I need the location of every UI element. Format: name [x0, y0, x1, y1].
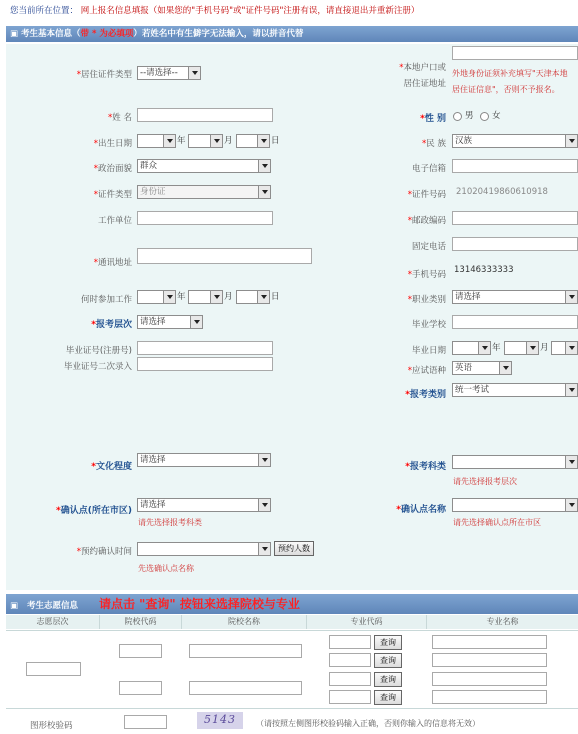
chevron-down-icon — [499, 362, 511, 374]
chevron-down-icon — [258, 186, 270, 198]
appointment-label: *预约确认时间 — [76, 547, 132, 557]
political-status-select[interactable]: 群众 — [137, 159, 271, 173]
chevron-down-icon — [565, 384, 577, 396]
col-school-code: 院校代码 — [100, 615, 182, 629]
work-month-select[interactable] — [188, 290, 223, 304]
col-level: 志愿层次 — [6, 615, 100, 629]
chevron-down-icon — [188, 67, 200, 79]
wish-prompt: 请点击 "查询" 按钮来选择院校与专业 — [98, 597, 300, 611]
captcha-label: 图形校验码 — [30, 721, 73, 731]
chevron-down-icon — [565, 499, 577, 511]
work-year-select[interactable] — [137, 290, 176, 304]
chevron-down-icon — [526, 342, 538, 354]
chevron-down-icon — [258, 454, 270, 466]
work-day-select[interactable] — [236, 290, 270, 304]
workplace-label: 工作单位 — [97, 216, 132, 226]
grad-month-select[interactable] — [504, 341, 539, 355]
address-label: *通讯地址 — [93, 258, 132, 268]
grad-day-select[interactable] — [551, 341, 578, 355]
grad-date-label: 毕业日期 — [411, 346, 446, 356]
gender-label: *性 别 — [420, 114, 446, 124]
school-name-input-2[interactable] — [189, 681, 302, 695]
confirm-point-select[interactable] — [452, 498, 578, 512]
birth-month-unit: 月 — [224, 136, 233, 146]
gender-female-label: 女 — [492, 111, 501, 121]
divider — [6, 630, 578, 631]
major-code-input-4[interactable] — [329, 690, 371, 704]
location-bar — [0, 0, 578, 22]
school-code-input-2[interactable] — [119, 681, 162, 695]
landline-label: 固定电话 — [411, 242, 446, 252]
exam-level-label: *报考层次 — [91, 320, 132, 330]
confirm-site-hint: 请先选择报考科类 — [138, 518, 202, 527]
query-button-2[interactable]: 查询 — [374, 653, 402, 668]
chevron-down-icon — [163, 291, 175, 303]
email-input[interactable] — [452, 159, 578, 173]
chevron-down-icon — [565, 135, 577, 147]
residence-cert-type-label: *居住证件类型 — [76, 70, 132, 80]
chevron-down-icon — [258, 160, 270, 172]
workplace-input[interactable] — [137, 211, 273, 225]
exam-language-label: *应试语种 — [407, 366, 446, 376]
school-code-input-1[interactable] — [119, 644, 162, 658]
occupation-select[interactable]: 请选择 — [452, 290, 578, 304]
chevron-down-icon — [258, 499, 270, 511]
chevron-down-icon — [163, 135, 175, 147]
grad-month-unit: 月 — [540, 343, 549, 353]
grad-cert-input[interactable] — [137, 341, 273, 355]
work-month-unit: 月 — [224, 292, 233, 302]
chevron-down-icon — [565, 342, 577, 354]
chevron-down-icon — [258, 543, 270, 555]
major-code-input-1[interactable] — [329, 635, 371, 649]
birth-month-select[interactable] — [188, 134, 223, 148]
birth-year-unit: 年 — [177, 136, 186, 146]
confirm-site-label: *确认点(所在市区) — [56, 506, 132, 516]
grad-school-label: 毕业学校 — [411, 320, 446, 330]
exam-category-label: *报考类别 — [405, 390, 446, 400]
birth-day-unit: 日 — [271, 136, 280, 146]
basic-info-header — [6, 26, 578, 42]
postal-code-label: *邮政编码 — [407, 216, 446, 226]
chevron-down-icon — [478, 342, 490, 354]
education-select[interactable]: 请选择 — [137, 453, 271, 467]
major-name-input-3[interactable] — [432, 672, 547, 686]
wish-section-header — [6, 594, 578, 614]
local-hukou-hint: 外地身份证须补充填写"天津本地 居住证信息"，否则不予报名。 — [452, 69, 568, 94]
exam-language-select[interactable]: 英语 — [452, 361, 512, 375]
header-icon: ▣ — [10, 29, 21, 39]
query-button-3[interactable]: 查询 — [374, 672, 402, 687]
grad-school-input[interactable] — [452, 315, 578, 329]
grad-cert-repeat-label: 毕业证号二次录入 — [63, 362, 132, 372]
location-text: 网上报名信息填报（如果您的"手机号码"或"证件号码"注册有误，请直接退出并重新注册） — [80, 6, 420, 16]
grad-cert-repeat-input[interactable] — [137, 357, 273, 371]
chevron-down-icon — [210, 135, 222, 147]
exam-level-select[interactable]: 请选择 — [137, 315, 203, 329]
work-year-unit: 年 — [177, 292, 186, 302]
occupation-label: *职业类别 — [407, 295, 446, 305]
gender-male-label: 男 — [465, 111, 474, 121]
grad-year-select[interactable] — [452, 341, 491, 355]
header-icon: ▣ — [10, 601, 21, 611]
work-start-label: 何时参加工作 — [80, 295, 132, 305]
col-major-name: 专业名称 — [427, 615, 578, 629]
address-input[interactable] — [137, 248, 312, 264]
local-hukou-label: *本地户口或 居住证地址 — [399, 63, 446, 89]
captcha-input[interactable] — [124, 715, 167, 729]
residence-cert-type-select[interactable]: --请选择-- — [137, 66, 201, 80]
location-lead: 您当前所在位置： — [10, 6, 79, 16]
query-button-1[interactable]: 查询 — [374, 635, 402, 650]
gender-male-radio[interactable] — [453, 112, 462, 121]
query-button-4[interactable]: 查询 — [374, 690, 402, 705]
postal-code-input[interactable] — [452, 211, 578, 225]
confirm-point-hint: 请先选择确认点所在市区 — [453, 518, 541, 527]
grad-year-unit: 年 — [492, 343, 501, 353]
chevron-down-icon — [190, 316, 202, 328]
ethnicity-label: *民 族 — [422, 139, 446, 149]
captcha-note: （请按照左侧图形校验码输入正确，否则你输入的信息将无效） — [256, 719, 480, 728]
appointment-count-button[interactable]: 预约人数 — [274, 541, 314, 556]
work-day-unit: 日 — [271, 292, 280, 302]
chevron-down-icon — [257, 135, 269, 147]
ethnicity-select[interactable]: 汉族 — [452, 134, 578, 148]
appointment-hint: 先选确认点名称 — [138, 564, 194, 573]
exam-subject-hint: 请先选择报考层次 — [453, 477, 517, 486]
education-label: *文化程度 — [91, 462, 132, 472]
major-name-input-4[interactable] — [432, 690, 547, 704]
birth-year-select[interactable] — [137, 134, 176, 148]
gender-female-radio[interactable] — [480, 112, 489, 121]
basic-title-tail: ）若姓名中有生僻字无法输入，请以拼音代替 — [133, 29, 304, 39]
col-school-name: 院校名称 — [182, 615, 307, 629]
chevron-down-icon — [210, 291, 222, 303]
chevron-down-icon — [565, 291, 577, 303]
divider — [6, 708, 578, 709]
exam-subject-label: *报考科类 — [405, 462, 446, 472]
local-hukou-input[interactable] — [452, 46, 578, 60]
wish-title: 考生志愿信息 — [27, 601, 79, 611]
chevron-down-icon — [565, 456, 577, 468]
grad-cert-label: 毕业证号(注册号) — [65, 346, 132, 356]
major-code-input-2[interactable] — [329, 653, 371, 667]
id-type-label: *证件类型 — [93, 190, 132, 200]
basic-title: 考生基本信息（ — [21, 29, 81, 39]
birth-date-label: *出生日期 — [93, 139, 132, 149]
id-type-select[interactable]: 身份证 — [137, 185, 271, 199]
mobile-value: 13146333333 — [454, 265, 514, 275]
col-major-code: 专业代码 — [307, 615, 427, 629]
exam-category-select[interactable]: 统一考试 — [452, 383, 578, 397]
appointment-select[interactable] — [137, 542, 271, 556]
birth-day-select[interactable] — [236, 134, 270, 148]
major-name-input-1[interactable] — [432, 635, 547, 649]
political-status-label: *政治面貌 — [93, 164, 132, 174]
chevron-down-icon — [257, 291, 269, 303]
captcha-image[interactable]: 5143 — [197, 712, 243, 729]
wish-level-input[interactable] — [26, 662, 81, 676]
confirm-point-label: *确认点名称 — [396, 505, 446, 515]
major-name-input-2[interactable] — [432, 653, 547, 667]
required-note: 带 * 为必填项 — [80, 29, 134, 39]
exam-subject-select[interactable] — [452, 455, 578, 469]
id-number-value: 21020419860610918 — [456, 187, 548, 197]
name-label: *姓 名 — [108, 113, 132, 123]
confirm-site-select[interactable]: 请选择 — [137, 498, 271, 512]
email-label: 电子信箱 — [411, 164, 446, 174]
school-name-input-1[interactable] — [189, 644, 302, 658]
mobile-label: *手机号码 — [407, 270, 446, 280]
landline-input[interactable] — [452, 237, 578, 251]
id-number-label: *证件号码 — [407, 190, 446, 200]
major-code-input-3[interactable] — [329, 672, 371, 686]
name-input[interactable] — [137, 108, 273, 122]
